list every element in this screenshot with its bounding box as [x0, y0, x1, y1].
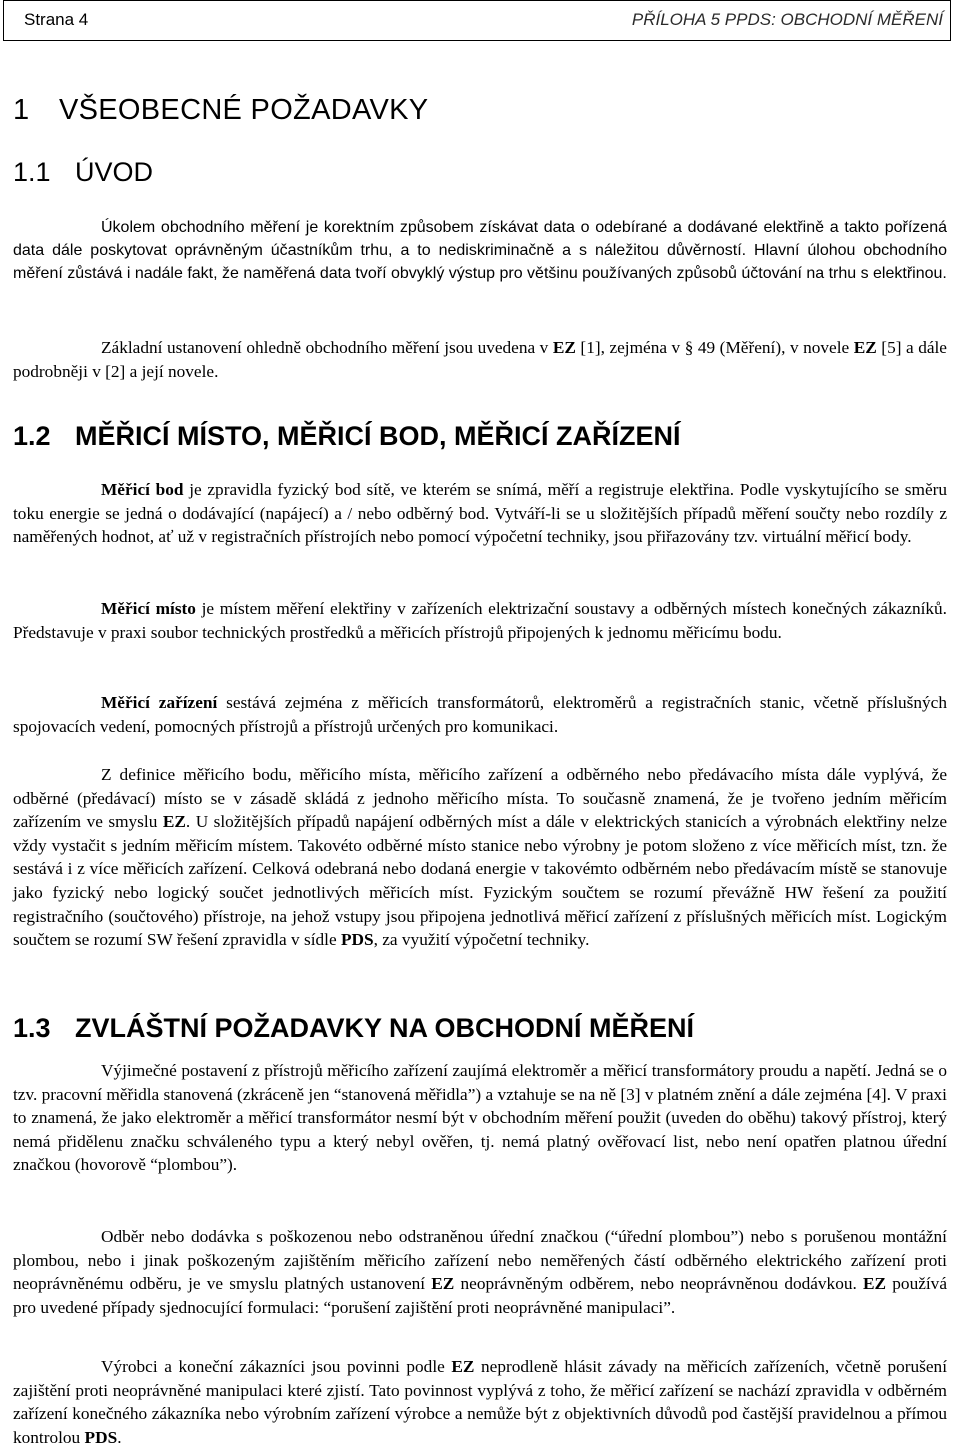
chapter-heading [13, 94, 428, 127]
abbr-pds: PDS [340, 930, 374, 950]
abbr-ez: EZ [431, 1274, 455, 1294]
term: Měřicí místo [101, 599, 196, 618]
abbr-ez: EZ [853, 338, 877, 357]
chapter-number: 1 [13, 94, 30, 126]
abbr-pds: PDS [84, 1427, 118, 1447]
document-title: PŘÍLOHA 5 PPDS: OBCHODNÍ MĚŘENÍ [631, 10, 943, 29]
special-requirements-paragraph-2: Odběr nebo dodávka s poškozenou nebo odstraněnou úřední značkou (“úřední plombou”) nebo s porušenou montážní plombou, nebo i jinak poškozeným zajištěním měřicího zařízení nebo neměřených částí odběrného elektrického zařízení proti neoprávněnému odběru, je ve smyslu platných ustanovení EZ neoprávněným odběrem, nebo neoprávněnou dodávkou. EZ používá pro uvedené případy sjednocující formulaci: “porušení zajištění proti neoprávněné manipulaci”. [13, 1227, 947, 1317]
chapter-title: VŠEOBECNÉ POŽADAVKY [59, 94, 429, 126]
abbr-ez: EZ [863, 1274, 887, 1294]
abbr-ez: EZ [162, 812, 186, 832]
abbr-ez: EZ [451, 1357, 475, 1376]
special-requirements-paragraph-3: Výrobci a koneční zákazníci jsou povinni podle EZ neprodleně hlásit závady na měřicích zařízeních, včetně porušení zajištění proti neoprávněné manipulaci které zjistí. Tato povinnost vyplývá z toho, že měřicí zařízení se nachází zpravidla v odběrném zařízení konečného zákazníka nebo výrobním zařízení výrobce a nemůže být z objektivních důvodů pod častější pravidelnou a přímou kontrolou PDS. [13, 1357, 947, 1447]
special-requirements-paragraph-1: Výjimečné postavení z přístrojů měřicího zařízení zaujímá elektroměr a měřicí transformátory proudu a napětí. Jedná se o tzv. pracovní měřidla stanovená (zkráceně jen “stanovená měřidla”) a vztahuje se na ně [3] v platném znění a dále zejména [4]. V praxi to znamená, že jako elektroměr a měřicí transformátor nesmí být v obchodním měření použit (uveden do oběhu) takový přístroj, který nemá přidělenu značku schváleného typu a který nebyl ověřen, tj. nemá platný ověřovací list, nebo není opatřen platnou úřední značkou (hovorově “plombou”). [13, 1061, 947, 1175]
section-title: ÚVOD [75, 157, 154, 187]
intro-paragraph-1: Úkolem obchodního měření je korektním způsobem získávat data o odebírané a dodávané elektřině a takto pořízená data dále poskytovat oprávněným účastníkům trhu, a to nediskriminačně a s náležitou důvěrností. Hlavní úlohou obchodního měření zůstává i nadále fakt, že naměřená data tvoří obvyklý výstup pro většinu používaných způsobů účtování na trhu s elektřinou. [13, 219, 947, 282]
definition-measuring-place: Měřicí místo je místem měření elektřiny v zařízeních elektrizační soustavy a odběrných místech konečných zákazníků. Představuje v praxi soubor technických prostředků a měřicích přístrojů připojených k jednomu měřicímu bodu. [13, 599, 947, 642]
definition-measuring-point: Měřicí bod je zpravidla fyzický bod sítě, ve kterém se snímá, měří a registruje elektřina. Podle vyskytujícího se směru toku energie se jedná o dodávající (napájecí) a / nebo odběrný bod. Vytváří-li se u složitějších případů měření součty nebo rozdíly z naměřených hodnot, ať už v registračních přístrojích nebo pomocí výpočetní techniky, jsou přiřazovány tzv. virtuální měřicí body. [13, 480, 948, 547]
section-number: 1.1 [13, 157, 51, 187]
term: Měřicí zařízení [101, 693, 218, 712]
section-number: 1.3 [13, 1013, 51, 1043]
term: Měřicí bod [101, 480, 184, 499]
intro-paragraph-2: Základní ustanovení ohledně obchodního měření jsou uvedena v EZ [1], zejména v § 49 (Měření), v novele EZ [5] a dále podrobněji v [2] a její novele. [13, 338, 947, 381]
section-title: MĚŘICÍ MÍSTO, MĚŘICÍ BOD, MĚŘICÍ ZAŘÍZENÍ [75, 421, 681, 451]
section-heading-1-2 [13, 421, 681, 452]
page-header [3, 0, 951, 41]
section-heading-1-3 [13, 1013, 694, 1044]
definition-measuring-device: Měřicí zařízení sestává zejména z měřicích transformátorů, elektroměrů a registračních stanic, včetně příslušných spojovacích vedení, pomocných přístrojů a přístrojů určených pro komunikaci. [13, 693, 947, 736]
section-heading-1-1 [13, 157, 153, 188]
page-number: Strana 4 [24, 10, 89, 29]
definitions-explanation: Z definice měřicího bodu, měřicího místa, měřicího zařízení a odběrného nebo předávacího místa dále vyplývá, že odběrné (předávací) místo se v zásadě skládá z jednoho měřicího místa. To současně znamená, že je tvořeno jedním měřicím zařízením ve smyslu EZ. U složitějších případů napájení odběrných míst a dále v elektrických stanicích a výrobnách elektřiny nelze vždy vystačit s jedním měřicím místem. Takovéto odběrné místo stanice nebo výrobny je potom složeno z více měřicích míst, tzn. že sestává i z více měřicích zařízení. Celková odebraná nebo dodaná energie v takovémto odběrném nebo předávacím místě se stanovuje jako fyzický nebo logický součet jednotlivých měřicích míst. Fyzickým součtem se rozumí převážně HW řešení za použití registračního (součtového) přístroje, na jehož vstupy jsou připojena jednotlivá měřicí zařízení z příslušných měřicích míst. Logickým součtem se rozumí SW řešení zpravidla v sídle PDS, za využití výpočetní techniky. [13, 765, 947, 950]
section-title: ZVLÁŠTNÍ POŽADAVKY NA OBCHODNÍ MĚŘENÍ [75, 1013, 695, 1043]
section-number: 1.2 [13, 421, 51, 451]
abbr-ez: EZ [552, 338, 576, 357]
